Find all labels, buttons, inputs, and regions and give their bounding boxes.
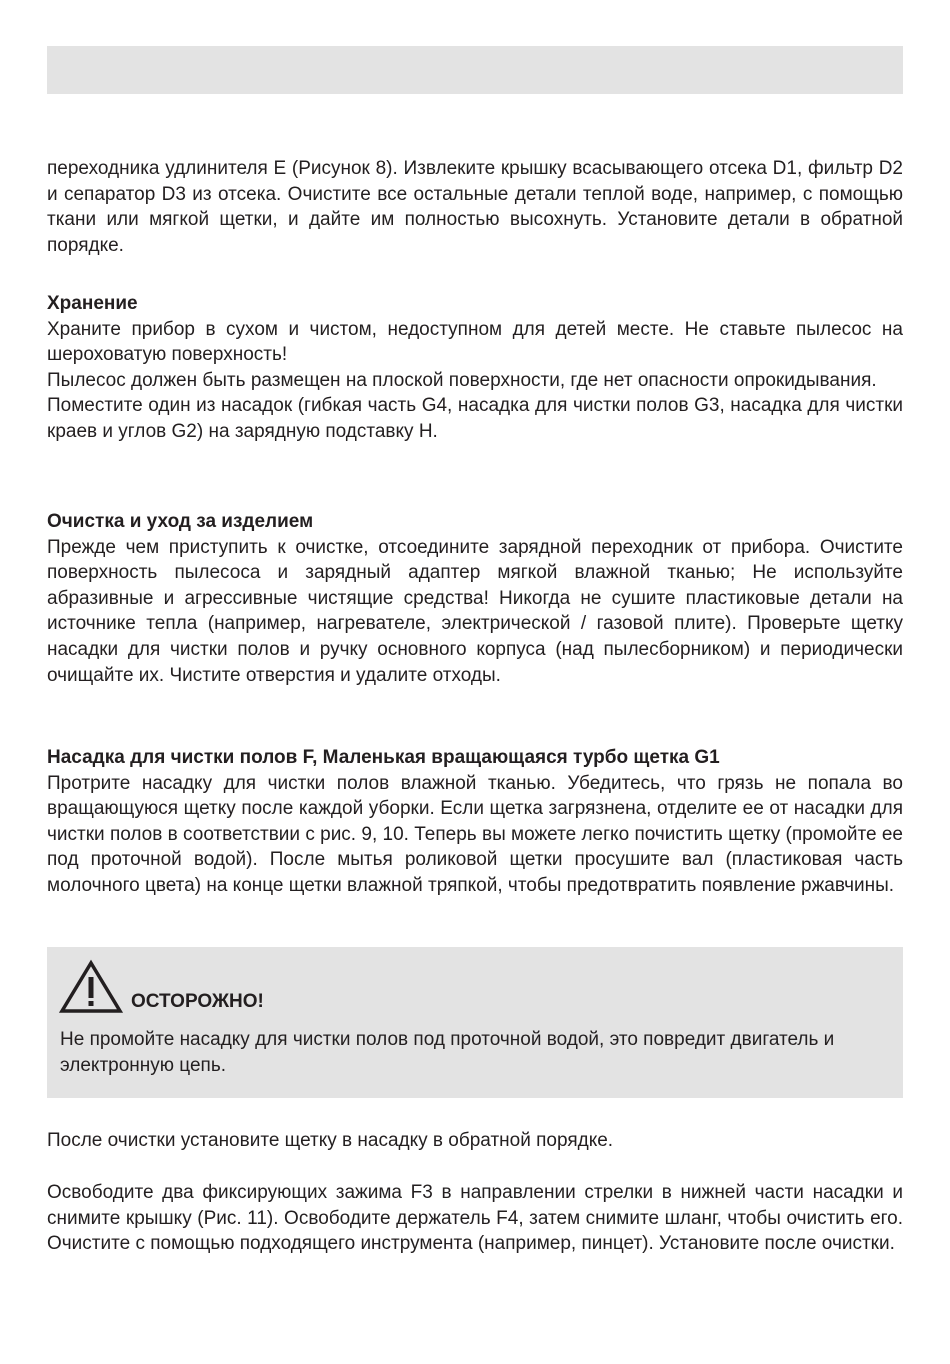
release-clips-paragraph: Освободите два фиксирующих зажима F3 в направлении стрелки в нижней части насадки и снимите крышку (Рис. 11). Освободите держатель F4, затем снимите шланг, чтобы очистить его. Очистите с помощью подходящего инструмента (например, пинцет). Установите после очистки. (47, 1182, 903, 1255)
caution-text: Не промойте насадку для чистки полов под проточной водой, это повредит двигатель и электронную цепь. (60, 1029, 835, 1076)
floor-nozzle-heading: Насадка для чистки полов F, Маленькая вращающаяся турбо щетка G1 (47, 747, 720, 768)
cleaning-paragraph: Прежде чем приступить к очистке, отсоедините зарядной переходник от прибора. Очистите поверхность пылесоса и зарядный адаптер мягкой влажной тканью; Не используйте абразивные и агрессивные чистящие средства! Никогда не сушите пластиковые детали на источнике тепла (например, нагревателе, электрической / газовой плите). Проверьте щетку насадки для чистки полов и ручку основного корпуса (над пылесборником) и периодически очищайте их. Чистите отверстия и удалите отходы. (47, 536, 903, 686)
storage-paragraph-3: Поместите один из насадок (гибкая часть G4, насадка для чистки полов G3, насадка для чистки краев и углов G2) на зарядную подставку H. (47, 395, 903, 442)
intro-section (47, 156, 903, 258)
caution-box (47, 947, 903, 1098)
caution-title: ОСТОРОЖНО! (131, 991, 264, 1012)
cleaning-section (47, 509, 903, 688)
intro-paragraph: переходника удлинителя E (Рисунок 8). Извлеките крышку всасывающего отсека D1, фильтр D2 и сепаратор D3 из отсека. Очистите все остальные детали теплой воде, например, с помощью ткани или мягкой щетки, и дайте им полностью высохнуть. Установите детали в обратной порядке. (47, 158, 903, 256)
cleaning-heading: Очистка и уход за изделием (47, 511, 314, 532)
storage-paragraph-2: Пылесос должен быть размещен на плоской поверхности, где нет опасности опрокидывания. (47, 369, 877, 391)
storage-section (47, 291, 903, 445)
page-header-bar (47, 46, 903, 94)
after-cleaning-paragraph: После очистки установите щетку в насадку в обратной порядке. (47, 1130, 614, 1151)
storage-heading: Хранение (47, 293, 138, 314)
floor-nozzle-section (47, 745, 903, 899)
after-cleaning-section (47, 1128, 903, 1154)
storage-paragraph-1: Храните прибор в сухом и чистом, недоступном для детей месте. Не ставьте пылесос на шероховатую поверхность! (47, 318, 903, 366)
release-clips-section (47, 1180, 903, 1257)
floor-nozzle-paragraph: Протрите насадку для чистки полов влажной тканью. Убедитесь, что грязь не попала во вращающуюся щетку после каждой уборки. Если щетка загрязнена, отделите ее от насадки для чистки полов в соответствии с рис. 9, 10. Теперь вы можете легко почистить щетку (промойте ее под проточной водой). После мытья роликовой щетки просушите вал (пластиковая часть молочного цвета) на конце щетки влажной тряпкой, чтобы предотвратить появление ржавчины. (47, 772, 903, 896)
warning-triangle-icon (59, 959, 123, 1015)
